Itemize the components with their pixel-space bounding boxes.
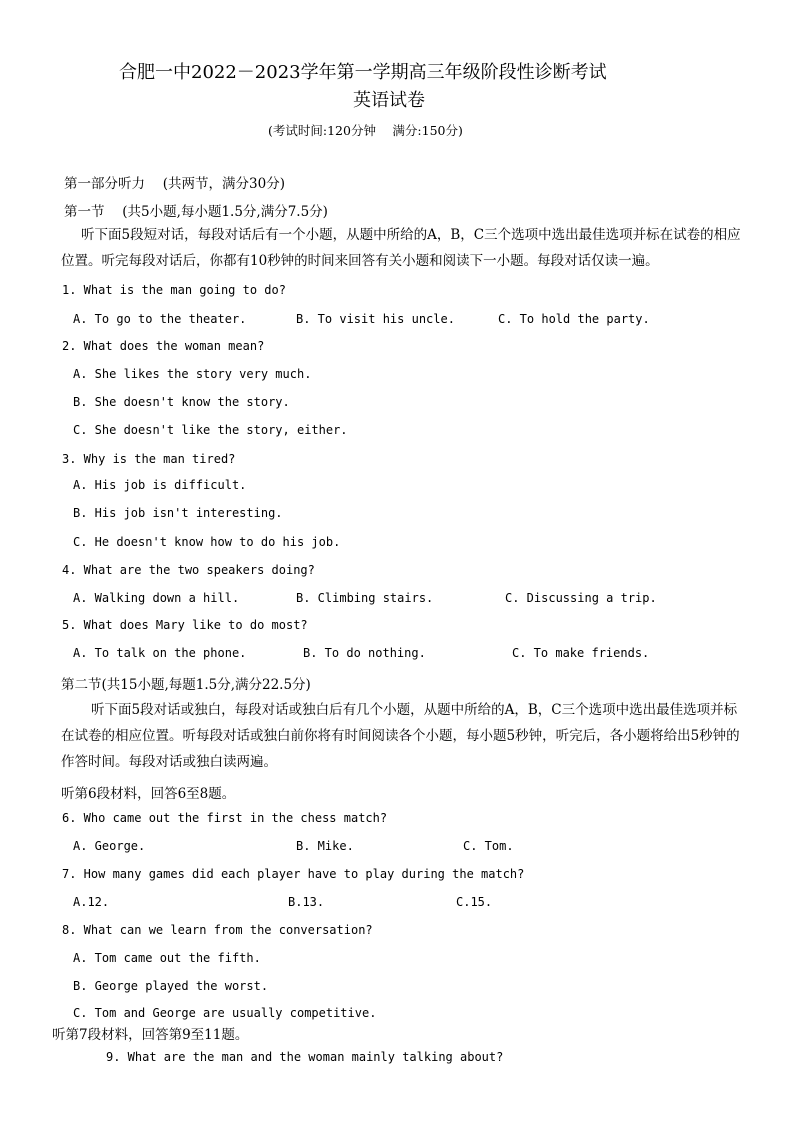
question-8-option-b: B. George played the worst. [73, 979, 269, 993]
question-3-option-a: A. His job is difficult. [73, 478, 247, 492]
question-7-option-a: A.12. [73, 895, 110, 909]
question-1-stem: 1. What is the man going to do? [62, 283, 286, 297]
question-6-option-b: B. Mike. [296, 839, 354, 853]
question-9-stem: 9. What are the man and the woman mainly talking about? [106, 1050, 504, 1064]
question-2-option-a: A. She likes the story very much. [73, 367, 312, 381]
question-8-option-c: C. Tom and George are usually competitive. [73, 1006, 377, 1020]
question-8-option-a: A. Tom came out the fifth. [73, 951, 261, 965]
question-3-option-c: C. He doesn't know how to do his job. [73, 535, 341, 549]
exam-title: 合肥一中2022－2023学年第一学期高三年级阶段性诊断考试 [119, 62, 607, 83]
question-7-stem: 7. How many games did each player have to play during the match? [62, 867, 525, 881]
question-1-option-a: A. To go to the theater. [73, 312, 247, 326]
section1-heading: 第一节 (共5小题,每小题1.5分,满分7.5分) [64, 204, 328, 220]
question-6-stem: 6. Who came out the first in the chess match? [62, 811, 388, 825]
section2-heading: 第二节(共15小题,每题1.5分,满分22.5分) [61, 677, 311, 693]
question-5-stem: 5. What does Mary like to do most? [62, 618, 308, 632]
question-1-option-c: C. To hold the party. [498, 312, 650, 326]
question-1-option-b: B. To visit his uncle. [296, 312, 455, 326]
question-4-stem: 4. What are the two speakers doing? [62, 563, 315, 577]
question-5-option-b: B. To do nothing. [303, 646, 426, 660]
question-4-option-c: C. Discussing a trip. [505, 591, 657, 605]
question-8-stem: 8. What can we learn from the conversation? [62, 923, 373, 937]
question-2-option-c: C. She doesn't like the story, either. [73, 423, 348, 437]
question-5-option-a: A. To talk on the phone. [73, 646, 247, 660]
material-6-note: 听第6段材料，回答6至8题。 [61, 786, 236, 802]
question-3-option-b: B. His job isn't interesting. [73, 506, 283, 520]
exam-subject: 英语试卷 [353, 90, 425, 111]
section2-instructions: 听下面5段对话或独白，每段对话或独白后有几个小题，从题中所给的A，B，C三个选项中选出最佳选项并标在试卷的相应位置。听每段对话或独白前你将有时间阅读各个小题，每小题5秒钟，听完后，各小题将给出5秒钟的作答时间。每段对话或独白读两遍。 [61, 702, 740, 770]
question-7-option-b: B.13. [288, 895, 325, 909]
question-7-option-c: C.15. [456, 895, 493, 909]
material-7-note: 听第7段材料，回答第9至11题。 [52, 1027, 249, 1043]
question-6-option-c: C. Tom. [463, 839, 514, 853]
section1-instructions: 听下面5段短对话，每段对话后有一个小题，从题中所给的A，B，C三个选项中选出最佳选项并标在试卷的相应位置。听完每段对话后，你都有10秒钟的时间来回答有关小题和阅读下一小题。每段对话仅读一遍。 [61, 227, 741, 269]
question-4-option-b: B. Climbing stairs. [296, 591, 434, 605]
question-4-option-a: A. Walking down a hill. [73, 591, 240, 605]
part1-heading: 第一部分听力 (共两节，满分30分) [64, 176, 286, 192]
question-2-stem: 2. What does the woman mean? [62, 339, 265, 353]
question-2-option-b: B. She doesn't know the story. [73, 395, 290, 409]
exam-info: (考试时间:120分钟 满分:150分) [268, 123, 463, 138]
question-6-option-a: A. George. [73, 839, 146, 853]
question-3-stem: 3. Why is the man tired? [62, 452, 236, 466]
question-5-option-c: C. To make friends. [512, 646, 650, 660]
